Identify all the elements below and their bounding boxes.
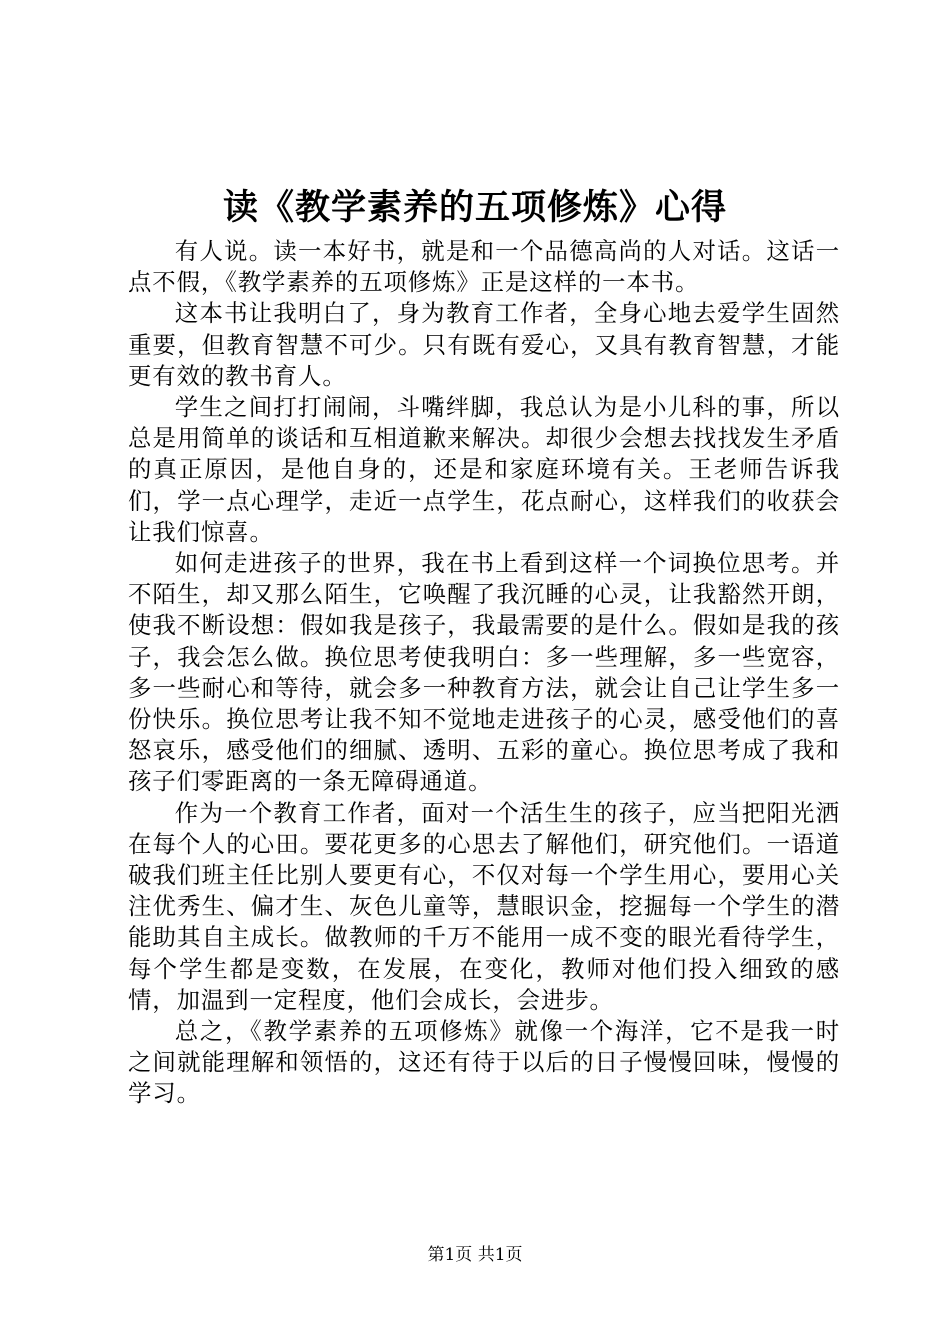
paragraph-2: 这本书让我明白了，身为教育工作者，全身心地去爱学生固然重要，但教育智慧不可少。只有既有爱心，又具有教育智慧，才能更有效的教书育人。 xyxy=(128,299,840,390)
paragraph-4: 如何走进孩子的世界，我在书上看到这样一个词换位思考。并不陌生，却又那么陌生，它唤醒了我沉睡的心灵，让我豁然开朗，使我不断设想：假如我是孩子，我最需要的是什么。假如是我的孩子，我会怎么做。换位思考使我明白：多一些理解，多一些宽容，多一些耐心和等待，就会多一种教育方法，就会让自己让学生多一份快乐。换位思考让我不知不觉地走进孩子的心灵，感受他们的喜怒哀乐，感受他们的细腻、透明、五彩的童心。换位思考成了我和孩子们零距离的一条无障碍通道。 xyxy=(128,549,840,796)
document-body xyxy=(128,236,840,1110)
page-number-footer: 第1页 共1页 xyxy=(427,1245,523,1265)
paragraph-1: 有人说。读一本好书，就是和一个品德高尚的人对话。这话一点不假，《教学素养的五项修炼》正是这样的一本书。 xyxy=(128,237,840,297)
paragraph-5: 作为一个教育工作者，面对一个活生生的孩子，应当把阳光洒在每个人的心田。要花更多的心思去了解他们，研究他们。一语道破我们班主任比别人要更有心，不仅对每一个学生用心，要用心关注优秀生、偏才生、灰色儿童等，慧眼识金，挖掘每一个学生的潜能助其自主成长。做教师的千万不能用一成不变的眼光看待学生，每个学生都是变数，在发展，在变化，教师对他们投入细致的感情，加温到一定程度，他们会成长，会进步。 xyxy=(128,798,840,1014)
document-title: 读《教学素养的五项修炼》心得 xyxy=(222,187,727,228)
paragraph-6: 总之，《教学素养的五项修炼》就像一个海洋，它不是我一时之间就能理解和领悟的，这还有待于以后的日子慢慢回味，慢慢的学习。 xyxy=(128,1017,840,1108)
paragraph-3: 学生之间打打闹闹，斗嘴绊脚，我总认为是小儿科的事，所以总是用简单的谈话和互相道歉来解决。却很少会想去找找发生矛盾的真正原因，是他自身的，还是和家庭环境有关。王老师告诉我们，学一点心理学，走近一点学生，花点耐心，这样我们的收获会让我们惊喜。 xyxy=(128,393,840,546)
